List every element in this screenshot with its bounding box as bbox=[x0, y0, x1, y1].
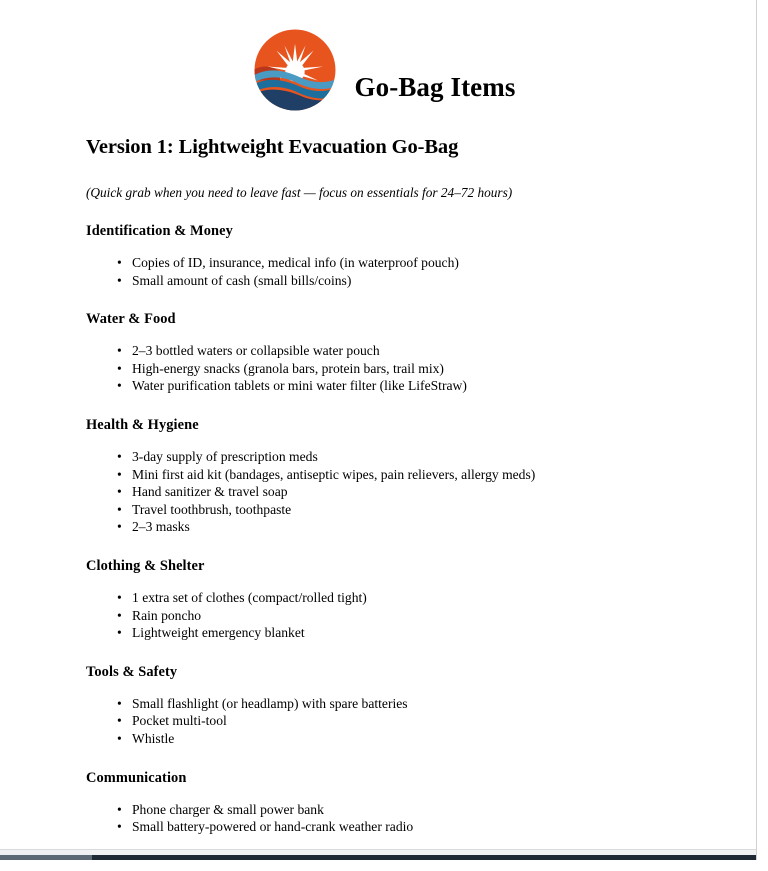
list-item-label: Small battery-powered or hand-crank weather radio bbox=[132, 819, 414, 835]
bullet-icon: • bbox=[117, 607, 122, 623]
bullet-icon: • bbox=[117, 589, 122, 605]
item-list bbox=[86, 448, 716, 536]
list-item-label: 2–3 masks bbox=[132, 519, 190, 535]
list-item-label: 1 extra set of clothes (compact/rolled tight) bbox=[132, 589, 367, 605]
bullet-icon: • bbox=[117, 730, 122, 746]
list-item-label: Small amount of cash (small bills/coins) bbox=[132, 272, 352, 288]
content-section bbox=[86, 417, 716, 536]
page-title: Go-Bag Items bbox=[354, 71, 516, 102]
item-list bbox=[86, 254, 716, 289]
section-heading: Clothing & Shelter bbox=[86, 557, 205, 574]
sunrise-waves-logo-icon bbox=[251, 26, 339, 114]
bullet-icon: • bbox=[117, 501, 122, 517]
list-item-label: 2–3 bottled waters or collapsible water pouch bbox=[132, 343, 380, 359]
bullet-icon: • bbox=[117, 448, 122, 464]
list-item bbox=[86, 730, 716, 748]
list-item bbox=[86, 272, 716, 290]
bullet-icon: • bbox=[117, 713, 122, 729]
list-item bbox=[86, 589, 716, 607]
bullet-icon: • bbox=[117, 466, 122, 482]
list-item bbox=[86, 712, 716, 730]
bullet-icon: • bbox=[117, 343, 122, 359]
list-item-label: Whistle bbox=[132, 730, 175, 746]
list-item bbox=[86, 360, 716, 378]
content-section bbox=[86, 770, 716, 836]
list-item-label: Pocket multi-tool bbox=[132, 713, 227, 729]
item-list bbox=[86, 695, 716, 748]
horizontal-scrollbar[interactable] bbox=[0, 849, 757, 860]
window-bottom-edge bbox=[0, 855, 757, 860]
section-heading: Water & Food bbox=[86, 311, 176, 328]
list-item-label: High-energy snacks (granola bars, protein bars, trail mix) bbox=[132, 360, 444, 376]
list-item bbox=[86, 466, 716, 484]
item-list bbox=[86, 801, 716, 836]
content-section bbox=[86, 223, 716, 289]
bullet-icon: • bbox=[117, 625, 122, 641]
list-item-label: Hand sanitizer & travel soap bbox=[132, 484, 288, 500]
list-item-label: Lightweight emergency blanket bbox=[132, 625, 305, 641]
list-item bbox=[86, 607, 716, 625]
list-item-label: Small flashlight (or headlamp) with spare batteries bbox=[132, 695, 408, 711]
list-item bbox=[86, 518, 716, 536]
list-item bbox=[86, 377, 716, 395]
bullet-icon: • bbox=[117, 272, 122, 288]
list-item-label: Mini first aid kit (bandages, antiseptic wipes, pain relievers, allergy meds) bbox=[132, 466, 536, 482]
bullet-icon: • bbox=[117, 695, 122, 711]
list-item-label: Travel toothbrush, toothpaste bbox=[132, 501, 292, 517]
list-item bbox=[86, 448, 716, 466]
sections-container bbox=[86, 223, 716, 836]
list-item-label: Water purification tablets or mini water filter (like LifeStraw) bbox=[132, 378, 467, 394]
section-heading: Communication bbox=[86, 769, 187, 786]
document-subtitle: (Quick grab when you need to leave fast — focus on essentials for 24–72 hours) bbox=[86, 185, 513, 200]
content-section bbox=[86, 311, 716, 395]
bullet-icon: • bbox=[117, 255, 122, 270]
section-heading: Health & Hygiene bbox=[86, 416, 199, 433]
list-item bbox=[86, 695, 716, 713]
bullet-icon: • bbox=[117, 819, 122, 835]
bullet-icon: • bbox=[117, 801, 122, 817]
list-item bbox=[86, 801, 716, 819]
section-heading: Tools & Safety bbox=[86, 663, 178, 680]
list-item-label: Copies of ID, insurance, medical info (in waterproof pouch) bbox=[132, 255, 459, 270]
version-title: Version 1: Lightweight Evacuation Go-Bag bbox=[86, 136, 459, 158]
list-item-label: 3-day supply of prescription meds bbox=[132, 448, 318, 464]
list-item bbox=[86, 342, 716, 360]
bullet-icon: • bbox=[117, 519, 122, 535]
item-list bbox=[86, 342, 716, 395]
section-heading: Identification & Money bbox=[86, 223, 233, 239]
bullet-icon: • bbox=[117, 484, 122, 500]
list-item-label: Rain poncho bbox=[132, 607, 202, 623]
scrollbar-thumb[interactable] bbox=[0, 855, 92, 860]
document-header bbox=[0, 0, 756, 114]
list-item bbox=[86, 254, 716, 272]
content-section bbox=[86, 664, 716, 748]
list-item bbox=[86, 483, 716, 501]
document-body bbox=[0, 136, 756, 836]
list-item bbox=[86, 624, 716, 642]
content-section bbox=[86, 558, 716, 642]
list-item bbox=[86, 818, 716, 836]
list-item bbox=[86, 501, 716, 519]
list-item-label: Phone charger & small power bank bbox=[132, 801, 324, 817]
item-list bbox=[86, 589, 716, 642]
bullet-icon: • bbox=[117, 360, 122, 376]
bullet-icon: • bbox=[117, 378, 122, 394]
